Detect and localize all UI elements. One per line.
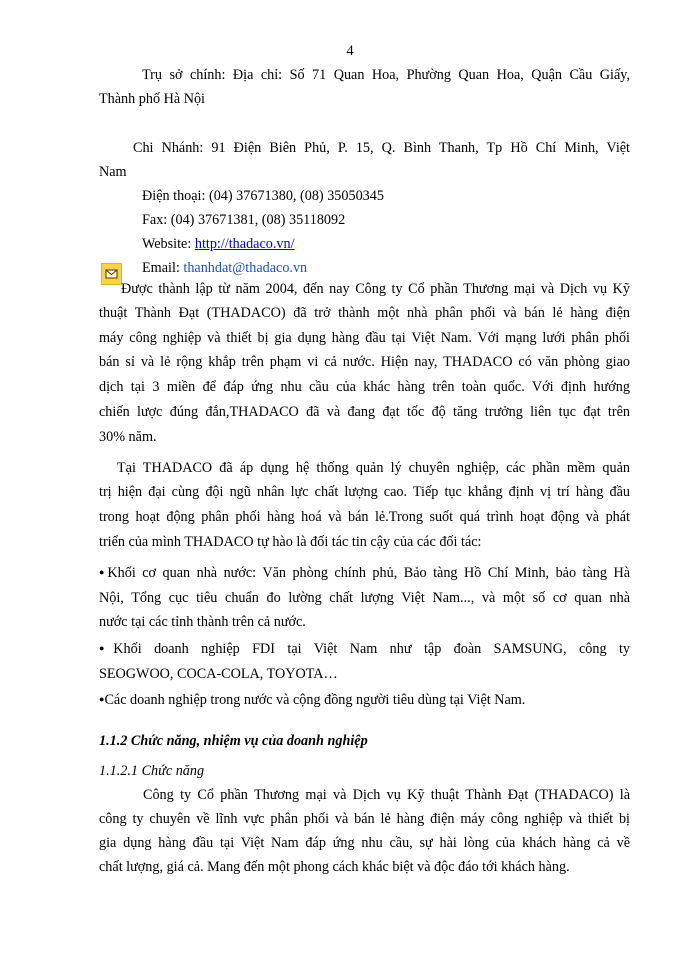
subsection-heading: 1.1.2.1 Chức năng [99, 763, 205, 779]
function-line-1: Công ty Cổ phần Thương mại và Dịch vụ Kỹ thuật Thành Đạt (THADACO) là [143, 787, 630, 803]
function-line-2: công ty chuyên về lĩnh vực phân phối và bán lẻ hàng điện máy công nghiệp và thiết bị [99, 811, 630, 827]
bullet-2-line-1: ●Khối doanh nghiệp FDI tại Việt Nam như tập đoàn SAMSUNG, công ty [99, 641, 630, 657]
website-line [142, 235, 295, 253]
management-line-2: trị hiện đại cùng đội ngũ nhân lực chất lượng cao. Tiếp tục khẳng định vị trí hàng đầu [99, 484, 630, 500]
intro-line-1: Được thành lập từ năm 2004, đến nay Công ty Cổ phần Thương mại và Dịch vụ Kỹ [121, 281, 630, 297]
bullet-2-line-2: SEOGWOO, COCA-COLA, TOYOTA… [99, 666, 338, 682]
fax-line: Fax: (04) 37671381, (08) 35118092 [142, 212, 346, 228]
intro-line-2: thuật Thành Đạt (THADACO) đã trở thành một nhà phân phối và bán lẻ hàng điện [99, 305, 630, 321]
function-line-4: chất lượng, giá cả. Mang đến một phong cách khác biệt và độc đáo tới khách hàng. [99, 859, 570, 875]
management-line-3: trong hoạt động phân phối hàng hoá và bán lẻ.Trong suốt quá trình hoạt động và phát [99, 509, 630, 525]
branch-line-2: Nam [99, 164, 127, 180]
bullet-icon: ● [99, 694, 105, 704]
bullet-1-line-1: ●Khối cơ quan nhà nước: Văn phòng chính phủ, Bảo tàng Hồ Chí Minh, bảo tàng Hà [99, 565, 631, 581]
bullet-icon: ● [99, 643, 114, 653]
management-line-1: Tại THADACO đã áp dụng hệ thống quản lý chuyên nghiệp, các phần mềm quản [117, 460, 630, 476]
email-line [142, 259, 307, 277]
headquarters-line-1: Trụ sở chính: Địa chỉ: Số 71 Quan Hoa, Phường Quan Hoa, Quận Cầu Giấy, [142, 67, 630, 83]
phone-line: Điện thoại: (04) 37671380, (08) 35050345 [142, 188, 384, 204]
website-link[interactable]: http://thadaco.vn/ [194, 236, 295, 252]
intro-line-6: chiến lược đúng đắn,THADACO đã và đang đạt tốc độ tăng trưởng liên tục đạt trên [99, 404, 630, 420]
envelope-icon[interactable] [101, 263, 122, 285]
intro-line-3: máy công nghiệp và thiết bị gia dụng hàng đầu tại Việt Nam. Với mạng lưới phân phối [99, 330, 630, 346]
website-label: Website: [142, 236, 195, 252]
function-line-3: gia dụng hàng đầu tại Việt Nam đáp ứng nhu cầu, sự hài lòng của khách hàng cả về [99, 835, 630, 851]
page-number: 4 [346, 43, 354, 59]
bullet-1-line-2: Nội, Tổng cục tiêu chuẩn đo lường chất lượng Việt Nam..., và một số cơ quan nhà [99, 590, 630, 606]
management-line-4: triển của mình THADACO tự hào là đối tác tin cậy của các đối tác: [99, 534, 482, 550]
intro-line-7: 30% năm. [99, 429, 157, 445]
bullet-1-line-3: nước tại các tỉnh thành trên cả nước. [99, 614, 306, 630]
intro-line-5: dịch tại 3 miền để đáp ứng nhu cầu của khác hàng trên toàn quốc. Với định hướng [99, 379, 630, 395]
email-link[interactable]: thanhdat@thadaco.vn [183, 260, 308, 276]
bullet-icon: ● [99, 567, 108, 577]
branch-line-1: Chi Nhánh: 91 Điện Biên Phủ, P. 15, Q. Bình Thanh, Tp Hồ Chí Minh, Việt [133, 140, 630, 156]
headquarters-line-2: Thành phố Hà Nội [99, 91, 205, 107]
section-heading: 1.1.2 Chức năng, nhiệm vụ của doanh nghiệp [99, 733, 368, 749]
intro-line-4: bán sỉ và lẻ rộng khắp trên phạm vi cả nước. Hiện nay, THADACO có văn phòng giao [99, 354, 630, 370]
email-label: Email: [142, 260, 184, 276]
bullet-3-line-1: ●Các doanh nghiệp trong nước và cộng đồng người tiêu dùng tại Việt Nam. [99, 692, 526, 708]
